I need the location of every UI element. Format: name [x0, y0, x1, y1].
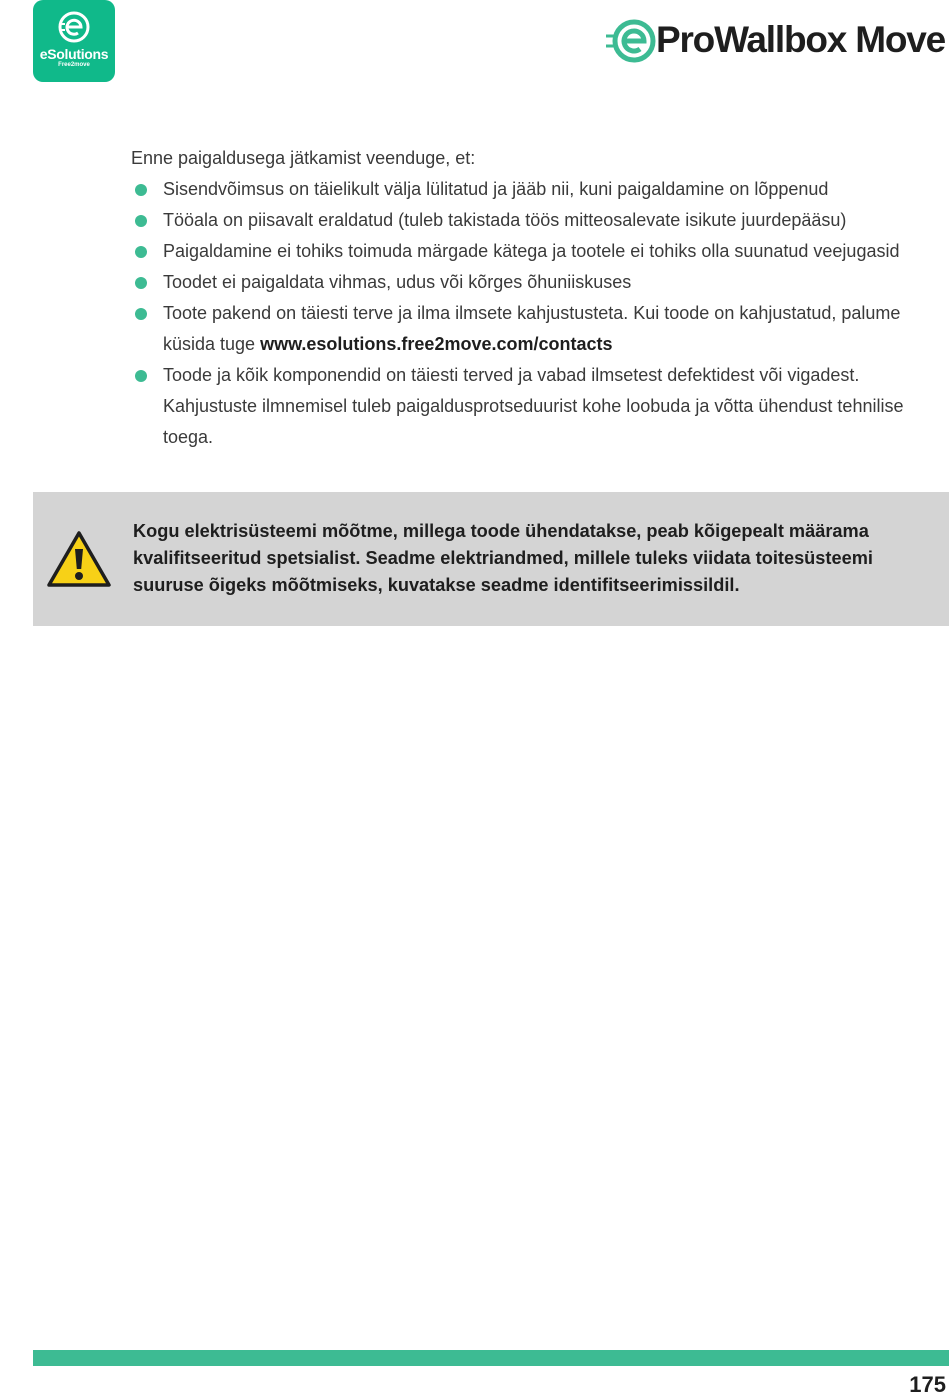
list-item [131, 205, 946, 236]
product-name: ProWallbox Move [656, 19, 946, 60]
bullet-dot-icon [135, 277, 147, 289]
page-number: 175 [909, 1372, 946, 1397]
list-item [131, 236, 946, 267]
brand-name: eSolutions [39, 46, 109, 62]
bullet-dot-icon [135, 308, 147, 320]
list-item [131, 267, 946, 298]
e-plug-icon [604, 16, 658, 66]
list-item [131, 360, 946, 453]
footer-bar [33, 1350, 949, 1366]
list-item-text: Sisendvõimsus on täielikult välja lülitatud ja jääb nii, kuni paigaldamine on lõppenud [163, 179, 829, 199]
warning-box [33, 492, 949, 626]
list-item-text: Paigaldamine ei tohiks toimuda märgade kätega ja tootele ei tohiks olla suunatud veejugasid [163, 241, 900, 261]
list-item [131, 298, 946, 360]
bullet-dot-icon [135, 215, 147, 227]
esolutions-logo [33, 0, 115, 82]
main-content [131, 143, 946, 453]
bullet-dot-icon [135, 246, 147, 258]
intro-text: Enne paigaldusega jätkamist veenduge, et: [131, 148, 476, 168]
list-item-text: Tööala on piisavalt eraldatud (tuleb takistada töös mitteosalevate isikute juurdepääsu) [163, 210, 847, 230]
support-link[interactable]: www.esolutions.free2move.com/contacts [260, 334, 613, 354]
bullet-dot-icon [135, 184, 147, 196]
list-item-text: Toode ja kõik komponendid on täiesti terved ja vabad ilmsetest defektidest või vigadest. Kahjustuste ilmnemisel tuleb paigaldusprotseduurist kohe loobuda ja võtta ühendust tehnilise toega. [163, 365, 904, 447]
brand-subtitle: Free2move [58, 62, 90, 68]
checklist [131, 174, 946, 453]
list-item-text: Toote pakend on täiesti terve ja ilma ilmsete kahjustusteta. Kui toode on kahjustatud, palume küsida tuge [163, 303, 901, 354]
list-item [131, 174, 946, 205]
list-item-text: Toodet ei paigaldata vihmas, udus või kõrges õhuniiskuses [163, 272, 632, 292]
bullet-dot-icon [135, 370, 147, 382]
product-logo [604, 16, 950, 66]
warning-text: Kogu elektrisüsteemi mõõtme, millega toode ühendatakse, peab kõigepealt määrama kvalifitseeritud spetsialist. Seadme elektriandmed, millele tuleks viidata toitesüsteemi suuruse õigeks mõõtmiseks, kuvatakse seadme identifitseerimissildil. [133, 521, 873, 595]
warning-triangle-icon [46, 530, 112, 588]
e-plug-icon [57, 10, 91, 44]
